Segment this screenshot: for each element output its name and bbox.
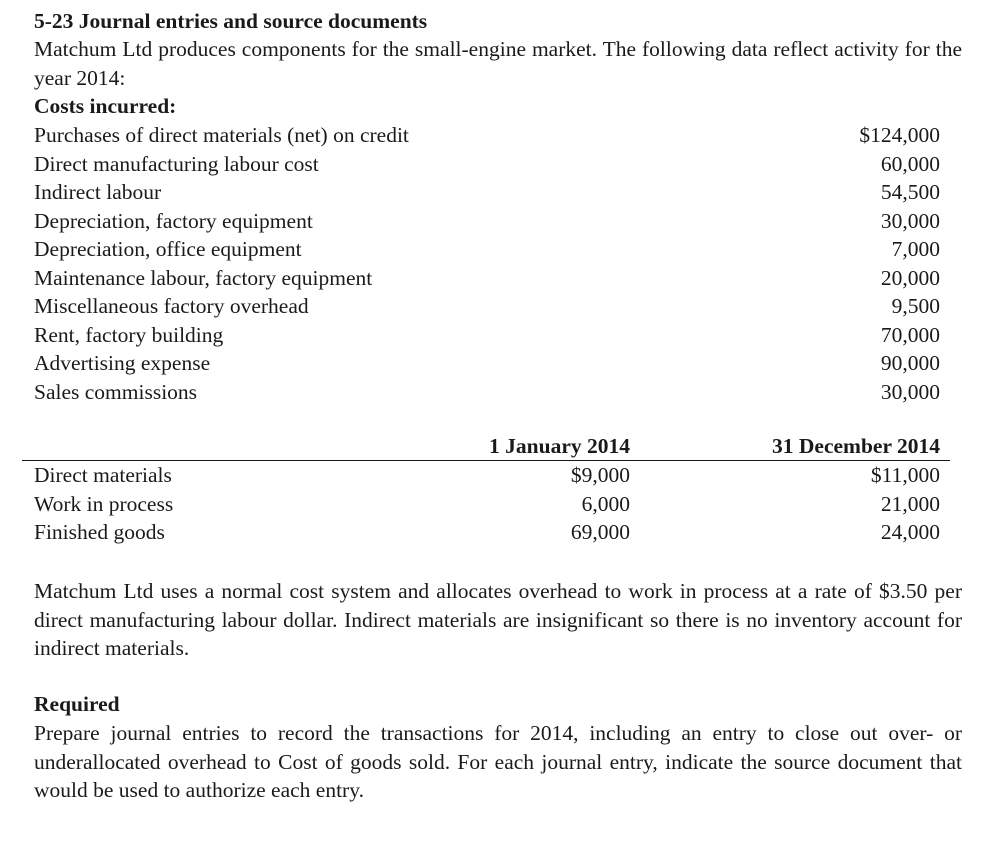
cost-label: Depreciation, office equipment (34, 237, 302, 261)
inventory-end-value: 24,000 (880, 520, 940, 544)
cost-label: Depreciation, factory equipment (34, 208, 313, 233)
inventory-table (22, 432, 950, 547)
cost-amount: 70,000 (880, 322, 940, 347)
table-row (22, 518, 950, 547)
costs-list (34, 121, 940, 406)
problem-title: 5-23 Journal entries and source documents (34, 9, 428, 33)
cost-amount: 54,500 (880, 180, 940, 204)
cost-label: Direct manufacturing labour cost (34, 151, 319, 176)
inventory-begin-value: $9,000 (570, 463, 630, 487)
inventory-table-header (22, 432, 950, 461)
inventory-end-value: $11,000 (870, 463, 940, 487)
required-text: Prepare journal entries to record the transactions for 2014, including an entry to close out over- or underallocated overhead to Cost of goods sold. For each journal entry, indicate the source document that would be used to authorize each entry. (34, 721, 962, 802)
cost-amount: 30,000 (880, 379, 940, 404)
cost-label: Indirect labour (34, 180, 162, 204)
cost-row (34, 349, 940, 378)
cost-amount: $124,000 (859, 123, 940, 147)
cost-amount: 20,000 (880, 265, 940, 290)
cost-label: Maintenance labour, factory equipment (34, 265, 373, 290)
table-row (22, 490, 950, 519)
cost-row (34, 150, 940, 179)
inventory-begin-value: 69,000 (570, 520, 630, 544)
cost-row (34, 292, 940, 321)
cost-row (34, 378, 940, 407)
cost-amount: 9,500 (891, 294, 940, 318)
cost-amount: 60,000 (880, 151, 940, 176)
cost-label: Rent, factory building (34, 322, 224, 347)
cost-label: Purchases of direct materials (net) on credit (34, 123, 409, 147)
inventory-label: Work in process (34, 491, 174, 516)
column-header-end: 31 December 2014 (772, 434, 940, 458)
overhead-paragraph: Matchum Ltd uses a normal cost system and allocates overhead to work in process at a rate of $3.50 per direct manufacturing labour dollar. Indirect materials are insignificant so there is no inventory account for indirect materials. (34, 579, 962, 660)
cost-row (34, 207, 940, 236)
costs-heading: Costs incurred: (34, 94, 177, 118)
inventory-label: Finished goods (34, 520, 165, 544)
cost-row (34, 121, 940, 150)
cost-row (34, 178, 940, 207)
cost-amount: 7,000 (891, 237, 940, 261)
inventory-end-value: 21,000 (880, 491, 940, 516)
table-row (22, 461, 950, 490)
inventory-begin-value: 6,000 (581, 491, 630, 516)
cost-row (34, 235, 940, 264)
cost-label: Miscellaneous factory overhead (34, 294, 309, 318)
inventory-label: Direct materials (34, 463, 172, 487)
cost-row (34, 264, 940, 293)
intro-paragraph: Matchum Ltd produces components for the small-engine market. The following data reflect activity for the year 2014: (34, 37, 962, 90)
cost-row (34, 321, 940, 350)
column-header-begin: 1 January 2014 (489, 434, 630, 458)
cost-label: Advertising expense (34, 351, 211, 375)
cost-label: Sales commissions (34, 379, 198, 404)
cost-amount: 30,000 (880, 208, 940, 233)
cost-amount: 90,000 (880, 351, 940, 375)
required-heading: Required (34, 692, 120, 716)
